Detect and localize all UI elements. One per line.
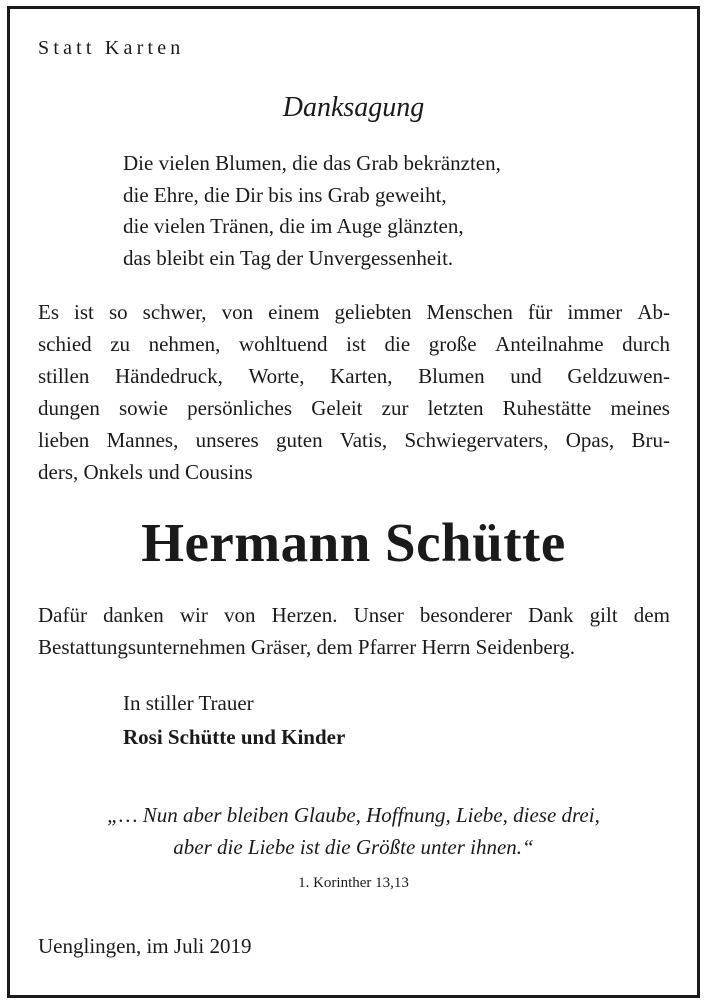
paragraph-line: stillen Händedruck, Worte, Karten, Blumen und Geldzuwen- xyxy=(38,364,670,388)
paragraph-line: lieben Mannes, unseres guten Vatis, Schwiegervaters, Opas, Bru- xyxy=(38,428,670,452)
signoff-phrase: In stiller Trauer xyxy=(123,691,254,715)
paragraph-line: Bestattungsunternehmen Gräser, dem Pfarrer Herrn Seidenberg. xyxy=(38,635,576,659)
gratitude-paragraph xyxy=(38,599,670,663)
quote-line: „… Nun aber bleiben Glaube, Hoffnung, Liebe, diese drei, xyxy=(107,803,600,827)
signoff xyxy=(123,686,345,754)
poem-line: die Ehre, die Dir bis ins Grab geweiht, xyxy=(123,182,447,207)
paragraph-line: Es ist so schwer, von einem geliebten Menschen für immer Ab- xyxy=(38,300,670,324)
mourners-names: Rosi Schütte und Kinder xyxy=(123,725,346,749)
paragraph-line: Dafür danken wir von Herzen. Unser besonderer Dank gilt dem xyxy=(38,603,670,627)
paragraph-line: ders, Onkels und Cousins xyxy=(38,460,253,484)
poem-line: das bleibt ein Tag der Unvergessenheit. xyxy=(123,245,454,270)
deceased-name: Hermann Schütte xyxy=(141,512,566,573)
thanks-paragraph xyxy=(38,296,670,488)
bible-quote xyxy=(0,799,707,863)
heading-danksagung: Danksagung xyxy=(282,92,425,123)
paragraph-line: dungen sowie persönliches Geleit zur letzten Ruhestätte meines xyxy=(38,396,670,420)
quote-citation xyxy=(0,873,707,893)
poem xyxy=(123,148,501,274)
statt-karten-label: Statt Karten xyxy=(38,37,185,59)
paragraph-line: schied zu nehmen, wohltuend ist die große Anteilnahme durch xyxy=(38,332,670,356)
poem-line: die vielen Tränen, die im Auge glänzten, xyxy=(123,214,464,238)
poem-line: Die vielen Blumen, die das Grab bekränzten, xyxy=(123,151,501,175)
quote-line: aber die Liebe ist die Größte unter ihnen.“ xyxy=(173,835,534,859)
place-date: Uenglingen, im Juli 2019 xyxy=(38,934,252,958)
citation-text: 1. Korinther 13,13 xyxy=(298,875,409,891)
